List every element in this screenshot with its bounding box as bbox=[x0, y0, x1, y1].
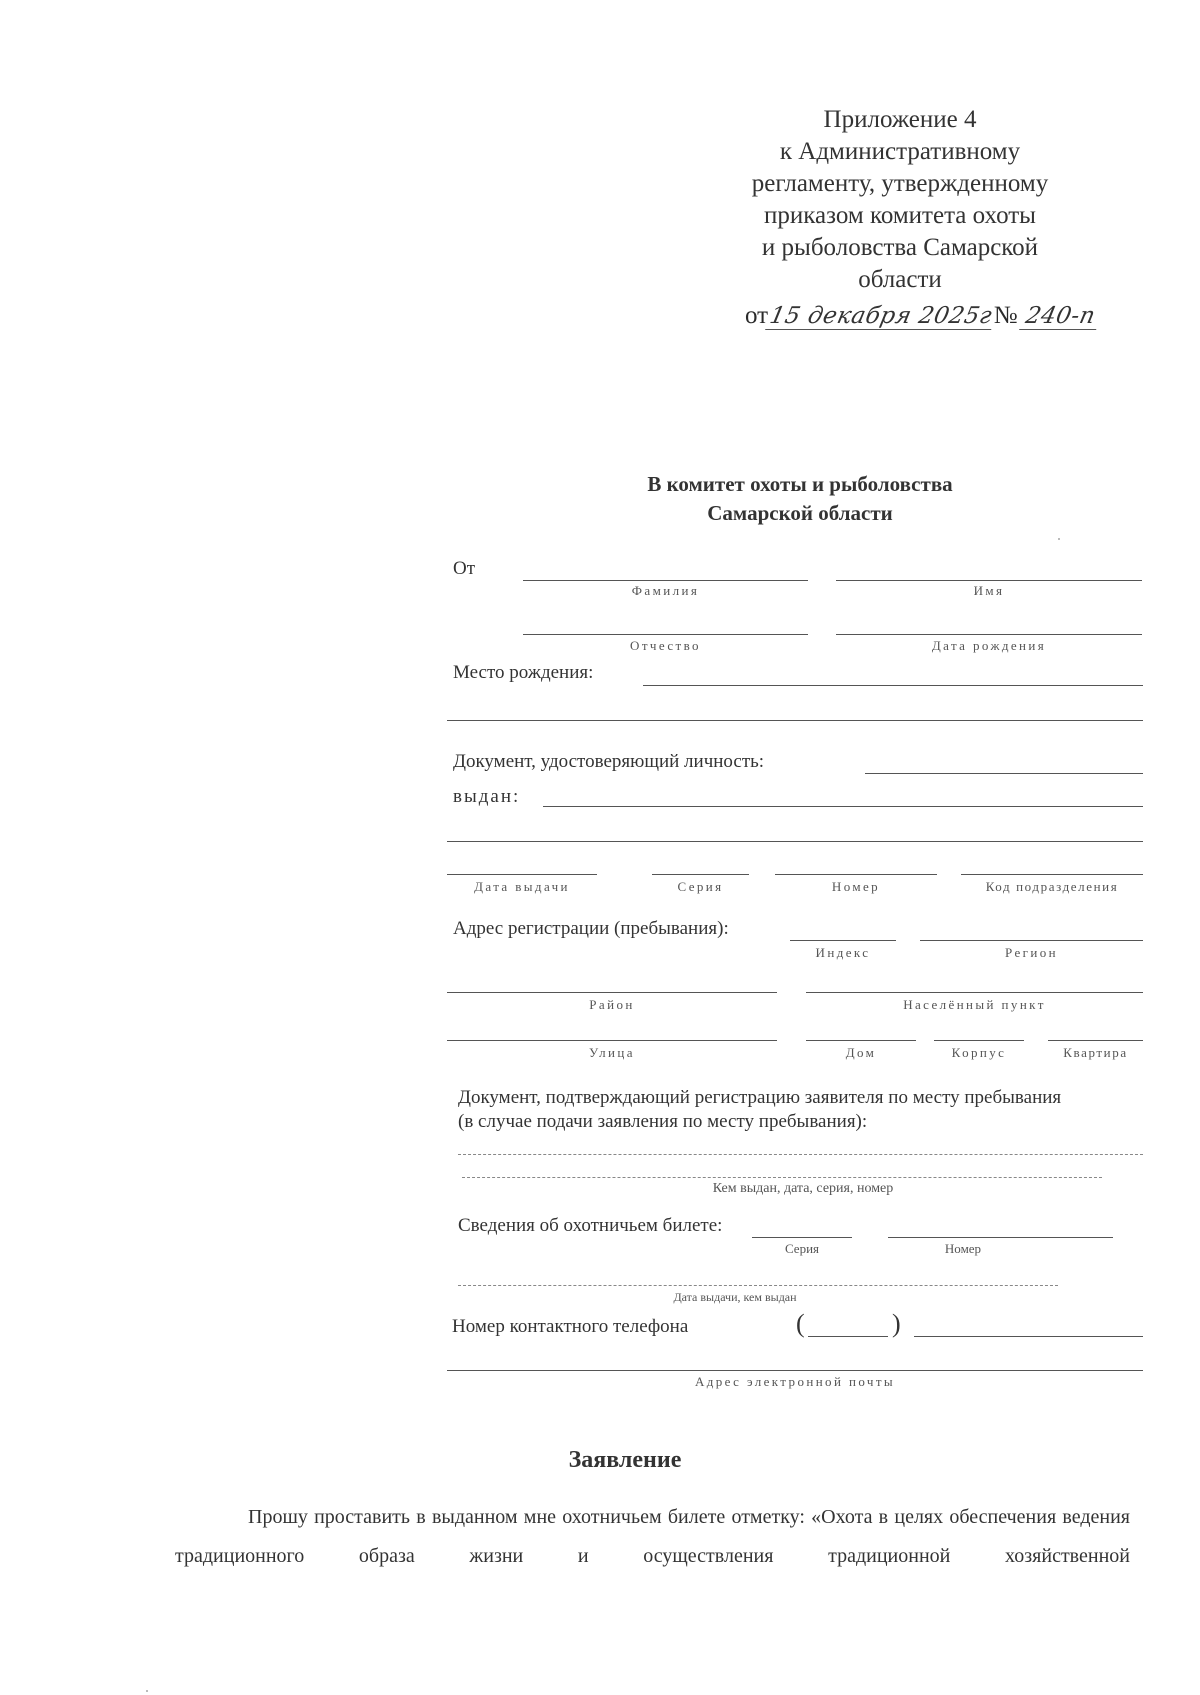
appendix-line: к Административному bbox=[779, 138, 1021, 165]
stay-doc-label-1: Документ, подтверждающий регистрацию заявителя по месту пребывания bbox=[458, 1087, 1062, 1108]
stay-doc-line[interactable] bbox=[458, 1154, 1143, 1155]
house-caption: Дом bbox=[845, 1045, 877, 1060]
id-doc-line[interactable] bbox=[865, 773, 1143, 774]
appendix-block bbox=[700, 104, 1100, 296]
name-line[interactable] bbox=[836, 580, 1142, 581]
appendix-line: приказом комитета охоты bbox=[764, 202, 1036, 229]
issued-by-line-2[interactable] bbox=[447, 841, 1143, 842]
issued-by-line[interactable] bbox=[543, 806, 1143, 807]
phone-number-line[interactable] bbox=[914, 1336, 1143, 1337]
building-caption: Корпус bbox=[951, 1045, 1007, 1060]
addressee-line1: В комитет охоты и рыболовства bbox=[647, 472, 953, 496]
appendix-line: регламенту, утвержденному bbox=[751, 170, 1049, 197]
locality-line[interactable] bbox=[806, 992, 1143, 993]
region-caption: Регион bbox=[1005, 945, 1058, 960]
name-caption: Имя bbox=[973, 583, 1005, 598]
birthplace-label: Место рождения: bbox=[453, 662, 594, 683]
district-caption: Район bbox=[589, 997, 635, 1012]
addressee-line2: Самарской области bbox=[707, 501, 893, 525]
number-line[interactable] bbox=[775, 874, 937, 875]
patronymic-caption: Отчество bbox=[630, 638, 701, 653]
series-caption: Серия bbox=[677, 879, 724, 894]
phone-code-close: ) bbox=[892, 1309, 901, 1338]
phone-label: Номер контактного телефона bbox=[452, 1316, 689, 1337]
statement-text bbox=[175, 1498, 1130, 1576]
ticket-series-line[interactable] bbox=[752, 1237, 852, 1238]
district-line[interactable] bbox=[447, 992, 777, 993]
patronymic-line[interactable] bbox=[523, 634, 808, 635]
house-line[interactable] bbox=[806, 1040, 916, 1041]
street-line[interactable] bbox=[447, 1040, 777, 1041]
number-sign: № bbox=[993, 302, 1018, 329]
index-line[interactable] bbox=[790, 940, 896, 941]
division-code-line[interactable] bbox=[961, 874, 1143, 875]
series-line[interactable] bbox=[652, 874, 749, 875]
index-caption: Индекс bbox=[815, 945, 871, 960]
street-caption: Улица bbox=[589, 1045, 635, 1060]
apartment-line[interactable] bbox=[1048, 1040, 1143, 1041]
reg-address-label: Адрес регистрации (пребывания): bbox=[453, 918, 729, 939]
birth-date-caption: Дата рождения bbox=[931, 638, 1047, 653]
statement-title: Заявление bbox=[568, 1447, 682, 1473]
email-caption: Адрес электронной почты bbox=[694, 1374, 896, 1389]
from-label: От bbox=[453, 558, 476, 579]
statement-text-content: Прошу проставить в выданном мне охотничьем билете отметку: «Охота в целях обеспечения ведения традиционного образа жизни и осуществления традиционной хозяйственной bbox=[175, 1506, 1130, 1567]
ticket-number-line[interactable] bbox=[888, 1237, 1113, 1238]
appendix-line: Приложение 4 bbox=[823, 106, 977, 133]
ticket-number-caption: Номер bbox=[944, 1241, 982, 1256]
birthplace-line-2[interactable] bbox=[447, 720, 1143, 721]
issued-by-label: выдан: bbox=[453, 786, 521, 807]
apartment-caption: Квартира bbox=[1063, 1045, 1128, 1060]
phone-code-line[interactable] bbox=[808, 1336, 888, 1337]
building-line[interactable] bbox=[934, 1040, 1024, 1041]
order-reference bbox=[745, 302, 1105, 330]
surname-line[interactable] bbox=[523, 580, 808, 581]
division-code-caption: Код подразделения bbox=[985, 879, 1119, 894]
ticket-series-caption: Серия bbox=[784, 1241, 820, 1256]
number-caption: Номер bbox=[831, 879, 881, 894]
birthplace-line[interactable] bbox=[643, 685, 1143, 686]
scan-speck bbox=[146, 1690, 148, 1692]
scan-speck bbox=[1058, 538, 1060, 540]
order-prefix: от bbox=[745, 302, 769, 329]
appendix-line: области bbox=[858, 266, 942, 293]
hunting-ticket-label: Сведения об охотничьем билете: bbox=[458, 1215, 723, 1236]
birth-date-line[interactable] bbox=[836, 634, 1142, 635]
order-date-handwritten: 15 декабря 2025г bbox=[765, 303, 996, 330]
ticket-issue-line[interactable] bbox=[458, 1285, 1058, 1286]
appendix-line: и рыболовства Самарской bbox=[761, 234, 1039, 261]
surname-caption: Фамилия bbox=[631, 583, 700, 598]
stay-doc-line-2[interactable] bbox=[462, 1177, 1102, 1178]
phone-code-open: ( bbox=[796, 1309, 805, 1338]
order-number-handwritten: 240-п bbox=[1019, 303, 1102, 330]
stay-doc-caption: Кем выдан, дата, серия, номер bbox=[712, 1181, 894, 1196]
stay-doc-label-2: (в случае подачи заявления по месту пребывания): bbox=[458, 1111, 868, 1132]
locality-caption: Населённый пункт bbox=[903, 997, 1046, 1012]
region-line[interactable] bbox=[920, 940, 1143, 941]
id-doc-label: Документ, удостоверяющий личность: bbox=[453, 751, 765, 772]
ticket-issue-caption: Дата выдачи, кем выдан bbox=[673, 1290, 797, 1304]
addressee bbox=[580, 470, 1020, 528]
issue-date-line[interactable] bbox=[447, 874, 597, 875]
email-line[interactable] bbox=[447, 1370, 1143, 1371]
issue-date-caption: Дата выдачи bbox=[474, 879, 570, 894]
